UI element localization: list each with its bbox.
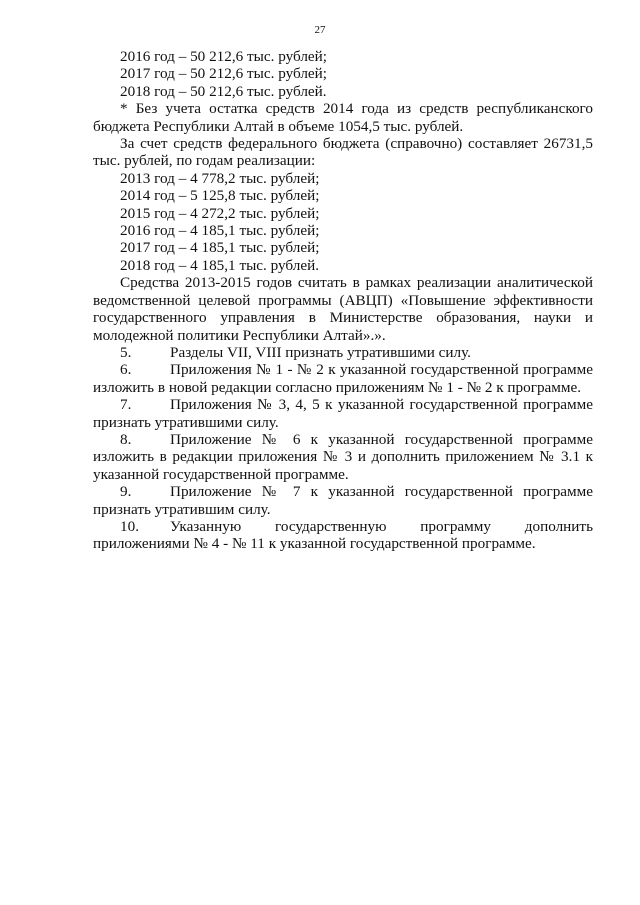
numbered-item [93,361,593,396]
avcp-paragraph: Средства 2013-2015 годов считать в рамках реализации аналитической ведомственной целевой программы (АВЦП) «Повышение эффективности государственного управления в Министерстве образования, науки и молодежной политики Республики Алтай».». [93,274,593,344]
page-number: 27 [314,24,326,36]
item-text: Указанную государственную программу дополнить приложениями № 4 - № 11 к указанной государственной программе. [93,517,593,553]
numbered-item [93,396,593,431]
note-paragraph: * Без учета остатка средств 2014 года из средств республиканского бюджета Республики Алтай в объеме 1054,5 тыс. рублей. [93,100,593,135]
funding-line: 2017 год – 4 185,1 тыс. рублей; [120,239,320,257]
funding-line: 2014 год – 5 125,8 тыс. рублей; [120,187,320,205]
funding-line: 2018 год – 50 212,6 тыс. рублей. [120,82,327,100]
item-number: 6. [120,361,132,379]
item-text: Приложение № 7 к указанной государственной программе признать утратившим силу. [93,483,593,518]
funding-line: 2017 год – 50 212,6 тыс. рублей; [120,65,328,83]
item-text: Приложения № 3, 4, 5 к указанной государственной программе признать утратившими силу. [93,396,593,431]
funding-line: 2016 год – 4 185,1 тыс. рублей; [120,222,320,240]
item-text: Приложения № 1 - № 2 к указанной государственной программе изложить в новой редакции согласно приложениям № 1 - № 2 к программе. [93,361,593,396]
item-text: Приложение № 6 к указанной государственной программе изложить в редакции приложения № 3 и дополнить приложением № 3.1 к указанной государственной программе. [93,430,593,483]
document-body [93,48,593,553]
item-number: 5. [120,343,132,361]
numbered-item [93,518,593,553]
item-number: 9. [120,483,132,501]
item-text: Разделы VII, VIII признать утратившими силу. [170,343,471,361]
numbered-item [93,344,593,361]
funding-line: 2016 год – 50 212,6 тыс. рублей; [120,48,328,65]
funding-line: 2018 год – 4 185,1 тыс. рублей. [120,256,320,274]
item-number: 8. [120,430,132,448]
federal-intro-paragraph: За счет средств федерального бюджета (справочно) составляет 26731,5 тыс. рублей, по годам реализации: [93,135,593,170]
funding-line: 2013 год – 4 778,2 тыс. рублей; [120,169,320,187]
numbered-item [93,431,593,483]
funding-line: 2015 год – 4 272,2 тыс. рублей; [120,204,320,222]
item-number: 10. [120,517,139,535]
numbered-item [93,483,593,518]
item-number: 7. [120,396,132,414]
